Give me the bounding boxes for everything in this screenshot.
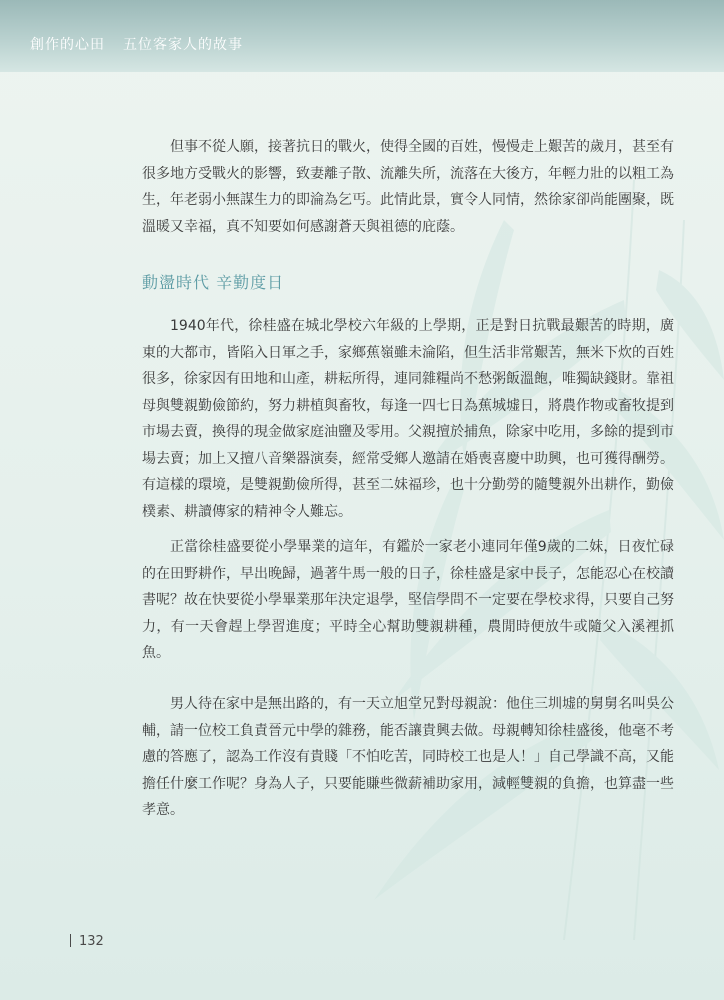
page-number: 132: [79, 934, 104, 949]
header-text: [30, 34, 243, 54]
paragraph-4: 男人待在家中是無出路的，有一天立旭堂兄對母親說：他住三圳墟的舅舅名叫吳公輔，請一位校工負責晉元中學的雜務，能否讓貴興去做。母親轉知徐桂盛後，他毫不考慮的答應了，認為工作沒有貴賤「不怕吃苦，同時校工也是人！」自己學識不高，又能擔任什麼工作呢？身為人子，只要能賺些微薪補助家用，減輕雙親的負擔，也算盡一些孝意。: [142, 696, 674, 818]
book-title: 創作的心田: [30, 37, 105, 53]
paragraph-3: 正當徐桂盛要從小學畢業的這年，有鑑於一家老小連同年僅9歲的二妹，日夜忙碌的在田野耕作，早出晚歸，過著牛馬一般的日子，徐桂盛是家中長子，怎能忍心在校讀書呢？故在快要從小學畢業那年決定退學，堅信學問不一定要在學校求得，只要自己努力，有一天會趕上學習進度；平時全心幫助雙親耕種，農閒時便放牛或隨父入溪裡抓魚。: [142, 539, 674, 661]
footer-divider: [70, 934, 71, 947]
page-footer: [70, 934, 104, 949]
running-header: [0, 0, 724, 72]
paragraph-1: 但事不從人願，接著抗日的戰火，使得全國的百姓，慢慢走上艱苦的歲月，甚至有很多地方受戰火的影響，致妻離子散、流離失所，流落在大後方，年輕力壯的以粗工為生，年老弱小無謀生力的即淪為乞丐。此情此景，實令人同情，然徐家卻尚能團聚，既溫暖又幸福，真不知要如何感謝蒼天與祖德的庇蔭。: [142, 139, 674, 235]
paragraph-2: 1940年代，徐桂盛在城北學校六年級的上學期，正是對日抗戰最艱苦的時期，廣東的大都市，皆陷入日軍之手，家鄉蕉嶺雖未淪陷，但生活非常艱苦，無米下炊的百姓很多，徐家因有田地和山產，耕耘所得，連同雜糧尚不愁粥飯溫飽，唯獨缺錢財。靠祖母與雙親勤儉節約，努力耕植與畜牧，每逢一四七日為蕉城墟日，將農作物或畜牧提到市場去賣，換得的現金做家庭油鹽及零用。父親擅於捕魚，除家中吃用，多餘的提到市場去賣；加上又擅八音樂器演奏，經常受鄉人邀請在婚喪喜慶中助興，也可獲得酬勞。有這樣的環境，是雙親勤儉所得，甚至二妹福珍，也十分勤勞的隨雙親外出耕作，勤儉樸素、耕讀傳家的精神令人難忘。: [142, 318, 674, 520]
chapter-title: 五位客家人的故事: [123, 37, 243, 53]
section-heading: 動盪時代 辛勤度日: [142, 273, 285, 292]
